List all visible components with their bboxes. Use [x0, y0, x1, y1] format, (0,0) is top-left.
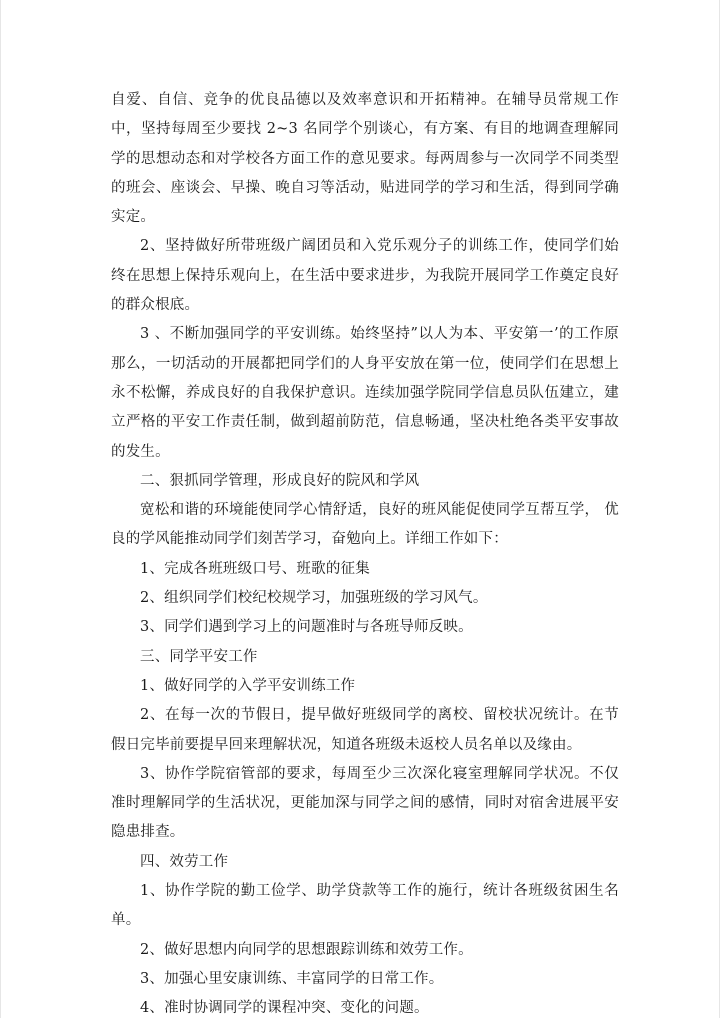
paragraph-item-3-safety-training: 3 、不断加强同学的平安训练。始终坚持”以人为本、平安第一’的工作原那么，一切活动的开展都把同学们的人身平安放在第一位，使同学们在思想上永不松懈，养成良好的自我保护意识。连续加强学院同学信息员队伍建立，建立严格的平安工作责任制，做到超前防范，信息畅通，坚决杜绝各类平安事故的发生。 — [111, 326, 619, 460]
list-item: 1、做好同学的入学平安训练工作 — [140, 677, 356, 694]
list-item: 2、做好思想内向同学的思想跟踪训练和效劳工作。 — [140, 941, 473, 958]
list-item: 3、同学们遇到学习上的问题准时与各班导师反映。 — [140, 619, 473, 636]
section-heading-4: 四、效劳工作 — [140, 853, 229, 870]
list-item: 1、完成各班班级口号、班歌的征集 — [140, 560, 370, 577]
paragraph-study-atmosphere: 宽松和谐的环境能使同学心情舒适，良好的班风能促使同学互帮互学， 优良的学风能推动同学们刻苦学习，奋勉向上。详细工作如下： — [111, 502, 619, 548]
list-item: 2、在每一次的节假日，提早做好班级同学的离校、留校状况统计。在节假日完毕前要提早回来理解状况，知道各班级未返校人员名单以及缘由。 — [111, 707, 619, 753]
list-item: 3、协作学院宿管部的要求，每周至少三次深化寝室理解同学状况。不仅准时理解同学的生活状况，更能加深与同学之间的感情，同时对宿舍进展平安隐患排查。 — [111, 765, 619, 841]
paragraph-item-2-party-training: 2、坚持做好所带班级广阔团员和入党乐观分子的训练工作，使同学们始终在思想上保持乐观向上，在生活中要求进步，为我院开展同学工作奠定良好的群众根底。 — [111, 238, 619, 314]
section-heading-2: 二、狠抓同学管理，形成良好的院风和学风 — [140, 472, 420, 489]
list-item: 3、加强心里安康训练、丰富同学的日常工作。 — [140, 970, 444, 987]
list-item: 4、准时协调同学的课程冲突、变化的问题。 — [140, 1000, 429, 1017]
section-heading-3: 三、同学平安工作 — [140, 648, 258, 665]
document-body — [111, 86, 619, 1024]
paragraph-counselor-routine: 自爱、自信、竞争的优良品德以及效率意识和开拓精神。在辅导员常规工作中，坚持每周至少要找 2~3 名同学个别谈心，有方案、有目的地调查理解同学的思想动态和对学校各方面工作的意见要求。每两周参与一次同学不同类型的班会、座谈会、早操、晚自习等活动，贴进同学的学习和生活，得到同学确实定。 — [111, 92, 619, 226]
list-item: 2、组织同学们校纪校规学习，加强班级的学习风气。 — [140, 590, 488, 607]
list-item: 1、协作学院的勤工俭学、助学贷款等工作的施行，统计各班级贫困生名单。 — [111, 883, 619, 929]
